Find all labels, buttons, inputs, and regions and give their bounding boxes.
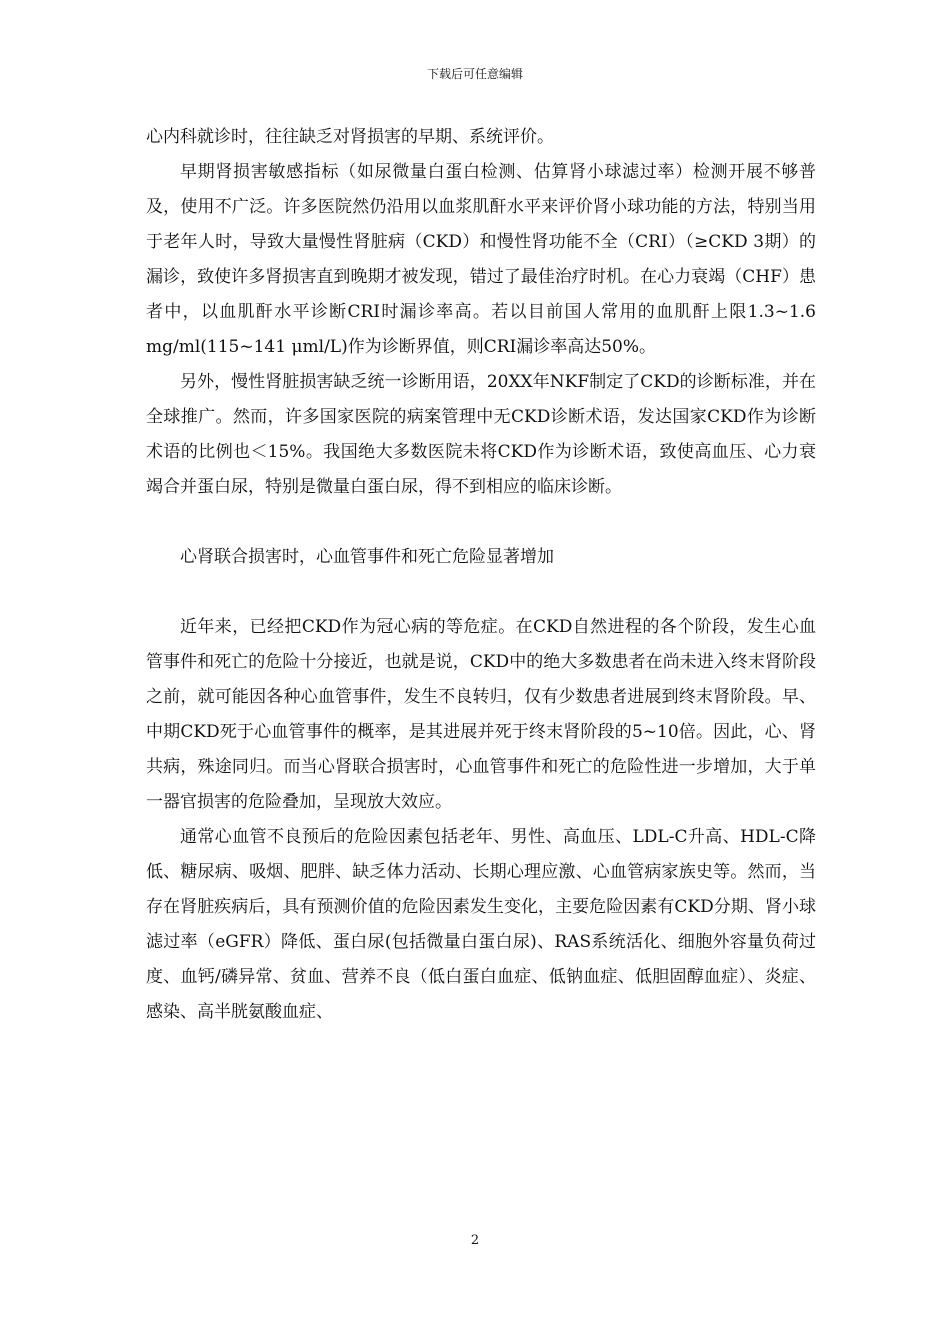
paragraph-cardiovascular-risk: 近年来，已经把CKD作为冠心病的等危症。在CKD自然进程的各个阶段，发生心血管事件和死亡的危险十分接近，也就是说，CKD中的绝大多数患者在尚未进入终末肾阶段之前，就可能因各种心血管事件，发生不良转归，仅有少数患者进展到终末肾阶段。早、中期CKD死于心血管事件的概率，是其进展并死于终末肾阶段的5~10倍。因此，心、肾共病，殊途同归。而当心肾联合损害时，心血管事件和死亡的危险性进一步增加，大于单一器官损害的危险叠加，呈现放大效应。 bbox=[146, 617, 816, 812]
page-header: 下载后可任意编辑 bbox=[426, 67, 523, 81]
paragraph-continuation: 心内科就诊时，往往缺乏对肾损害的早期、系统评价。 bbox=[146, 127, 554, 147]
paragraph-early-indicators: 早期肾损害敏感指标（如尿微量白蛋白检测、估算肾小球滤过率）检测开展不够普及，使用不广泛。许多医院然仍沿用以血浆肌酐水平来评价肾小球功能的方法，特别当用于老年人时，导致大量慢性肾脏病（CKD）和慢性肾功能不全（CRI）（≥CKD 3期）的漏诊，致使许多肾损害直到晚期才被发现，错过了最佳治疗时机。在心力衰竭（CHF）患者中，以血肌酐水平诊断CRI时漏诊率高。若以目前国人常用的血肌酐上限1.3~1.6 mg/ml(115~141 μml/L)作为诊断界值，则CRI漏诊率高达50%。 bbox=[146, 162, 816, 357]
section-heading: 心肾联合损害时，心血管事件和死亡危险显著增加 bbox=[180, 547, 554, 567]
document-body bbox=[146, 120, 816, 1030]
page-number: 2 bbox=[470, 1233, 480, 1248]
paragraph-risk-factors: 通常心血管不良预后的危险因素包括老年、男性、高血压、LDL-C升高、HDL-C降低、糖尿病、吸烟、肥胖、缺乏体力活动、长期心理应激、心血管病家族史等。然而，当存在肾脏疾病后，具有预测价值的危险因素发生变化，主要危险因素有CKD分期、肾小球滤过率（eGFR）降低、蛋白尿(包括微量白蛋白尿)、RAS系统活化、细胞外容量负荷过度、血钙/磷异常、贫血、营养不良（低白蛋白血症、低钠血症、低胆固醇血症）、炎症、感染、高半胱氨酸血症、 bbox=[146, 827, 816, 1022]
paragraph-diagnosis-terms: 另外，慢性肾脏损害缺乏统一诊断用语，20XX年NKF制定了CKD的诊断标准，并在全球推广。然而，许多国家医院的病案管理中无CKD诊断术语，发达国家CKD作为诊断术语的比例也＜15%。我国绝大多数医院未将CKD作为诊断术语，致使高血压、心力衰竭合并蛋白尿，特别是微量白蛋白尿，得不到相应的临床诊断。 bbox=[146, 372, 816, 497]
